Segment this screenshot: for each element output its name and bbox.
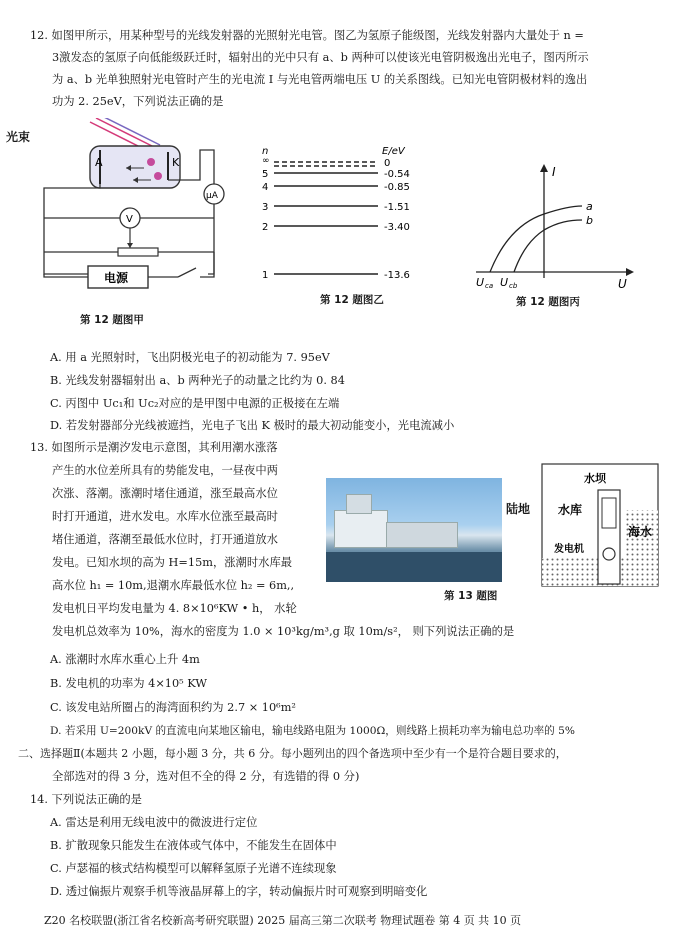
svg-text:水库: 水库 [558, 503, 583, 517]
fig-yi-caption: 第 12 题图乙 [320, 294, 384, 306]
section-2-heading-line-1: 二、选择题Ⅱ(本题共 2 小题，每小题 3 分，共 6 分。每小题列出的四个备选项中至少有一个是符合题目要求的， [18, 747, 567, 760]
svg-text:U: U [476, 276, 485, 289]
q13-option-b: B. 发电机的功率为 4×10⁵ KW [50, 677, 207, 690]
q12-option-d: D. 若发射器部分光线被遮挡，光电子飞出 K 极时的最大初动能变小，光电流减小 [50, 419, 455, 432]
svg-text:b: b [586, 214, 593, 227]
svg-text:E/eV: E/eV [382, 146, 405, 157]
svg-text:4: 4 [262, 182, 269, 193]
q13-stem-line-1: 13. 如图所示是潮汐发电示意图，其利用潮水涨落 [30, 441, 278, 454]
svg-text:电源: 电源 [104, 271, 129, 285]
svg-text:-13.6: -13.6 [384, 270, 410, 281]
svg-text:I: I [552, 165, 556, 179]
svg-text:-0.54: -0.54 [384, 169, 410, 180]
q13-stem-line-2: 产生的水位差所具有的势能发电，一昼夜中两 [52, 464, 278, 477]
svg-text:-1.51: -1.51 [384, 202, 410, 213]
svg-text:5: 5 [262, 169, 269, 180]
q13-option-c: C. 该发电站所圈占的海湾面积约为 2.7 × 10⁶m² [50, 701, 296, 714]
svg-text:V: V [126, 214, 133, 225]
svg-text:2: 2 [262, 222, 269, 233]
svg-text:发电机: 发电机 [554, 544, 584, 555]
svg-text:μA: μA [206, 191, 218, 201]
svg-text:-3.40: -3.40 [384, 222, 410, 233]
land-label: 陆地 [506, 502, 531, 516]
section-2-heading-line-2: 全部选对的得 3 分，选对但不全的得 2 分，有选错的得 0 分) [52, 770, 360, 783]
q14-option-b: B. 扩散现象只能发生在液体或气体中，不能发生在固体中 [50, 839, 337, 852]
svg-text:U: U [500, 276, 509, 289]
svg-text:1: 1 [262, 270, 269, 281]
fig-jia-caption: 第 12 题图甲 [80, 314, 144, 326]
turbine-icon [603, 548, 615, 560]
cathode-label: K [172, 156, 180, 169]
svg-text:∞: ∞ [262, 156, 270, 166]
q13-stem-line-8: 发电机日平均发电量为 4. 8×10⁶KW • h， 水轮 [52, 602, 297, 615]
energy-level-diagram [258, 144, 428, 292]
svg-text:cb: cb [509, 282, 518, 290]
tidal-plant-photo [326, 478, 502, 582]
q14-stem: 14. 下列说法正确的是 [30, 793, 142, 806]
q13-stem-line-5: 堵住通道，落潮至最低水位时，打开通道放水 [52, 533, 278, 546]
svg-text:3: 3 [262, 202, 269, 213]
rheostat-icon [118, 248, 158, 256]
svg-text:水坝: 水坝 [584, 472, 606, 485]
q14-option-d: D. 透过偏振片观察手机等液晶屏幕上的字，转动偏振片时可观察到明暗变化 [50, 885, 428, 898]
q12-stem-line-2: 3激发态的氢原子向低能级跃迁时，辐射出的光中只有 a、b 两种可以使该光电管阴极逸出光电子，图丙所示 [52, 51, 589, 64]
tidal-schematic [540, 462, 660, 590]
beam-label: 光束 [6, 130, 31, 144]
q14-option-a: A. 雷达是利用无线电波中的微波进行定位 [50, 816, 258, 829]
svg-text:n: n [262, 146, 269, 157]
iu-curve-diagram [470, 160, 640, 290]
page-footer: Z20 名校联盟(浙江省名校新高考研究联盟) 2025 届高三第二次联考 物理试题卷 第 4 页 共 10 页 [44, 914, 522, 927]
q12-option-c: C. 丙图中 Uc₁和 Uc₂对应的是甲图中电源的正极接在左端 [50, 397, 340, 410]
svg-text:0: 0 [384, 158, 391, 169]
svg-text:a: a [586, 200, 593, 213]
anode-label: A [95, 156, 103, 169]
circuit-diagram [38, 118, 248, 318]
q12-option-b: B. 光线发射器辐射出 a、b 两种光子的动量之比约为 0. 84 [50, 374, 345, 387]
q13-stem-line-3: 次涨、落潮。涨潮时堵住通道，涨至最高水位 [52, 487, 278, 500]
q13-stem-line-6: 发电。已知水坝的高为 H=15m，涨潮时水库最 [52, 556, 293, 569]
fig-bing-caption: 第 12 题图丙 [516, 296, 580, 308]
q12-stem-line-3: 为 a、b 光单独照射光电管时产生的光电流 I 与光电管两端电压 U 的关系图线。已知光电管阴极材料的逸出 [52, 73, 588, 86]
fig-13-caption: 第 13 题图 [444, 590, 498, 602]
svg-text:-0.85: -0.85 [384, 182, 410, 193]
svg-text:海水: 海水 [628, 525, 653, 539]
svg-text:ca: ca [485, 282, 494, 290]
q12-stem-line-4: 功为 2. 25eV，下列说法正确的是 [52, 95, 224, 108]
q12-option-a: A. 用 a 光照射时，飞出阴极光电子的初动能为 7. 95eV [50, 351, 330, 364]
switch-icon [178, 268, 196, 277]
q13-option-d: D. 若采用 U=200kV 的直流电向某地区输电，输电线路电阻为 1000Ω，则线路上损耗功率为输电总功率的 5% [50, 725, 575, 737]
q13-stem-line-7: 高水位 h₁ = 10m,退潮水库最低水位 h₂ = 6m,, [52, 579, 295, 592]
q13-stem-line-4: 时打开通道，进水发电。水库水位涨至最高时 [52, 510, 278, 523]
svg-text:U: U [618, 277, 627, 290]
q14-option-c: C. 卢瑟福的核式结构模型可以解释氢原子光谱不连续现象 [50, 862, 337, 875]
q13-option-a: A. 涨潮时水库水重心上升 4m [50, 653, 200, 666]
q12-stem-line-1: 12. 如图甲所示，用某种型号的光线发射器的光照射光电管。图乙为氢原子能级图，光线发射器内大量处于 n = [30, 29, 584, 42]
q13-stem-line-9: 发电机总效率为 10%，海水的密度为 1.0 × 10³kg/m³,g 取 10m/s²， 则下列说法正确的是 [52, 625, 515, 638]
